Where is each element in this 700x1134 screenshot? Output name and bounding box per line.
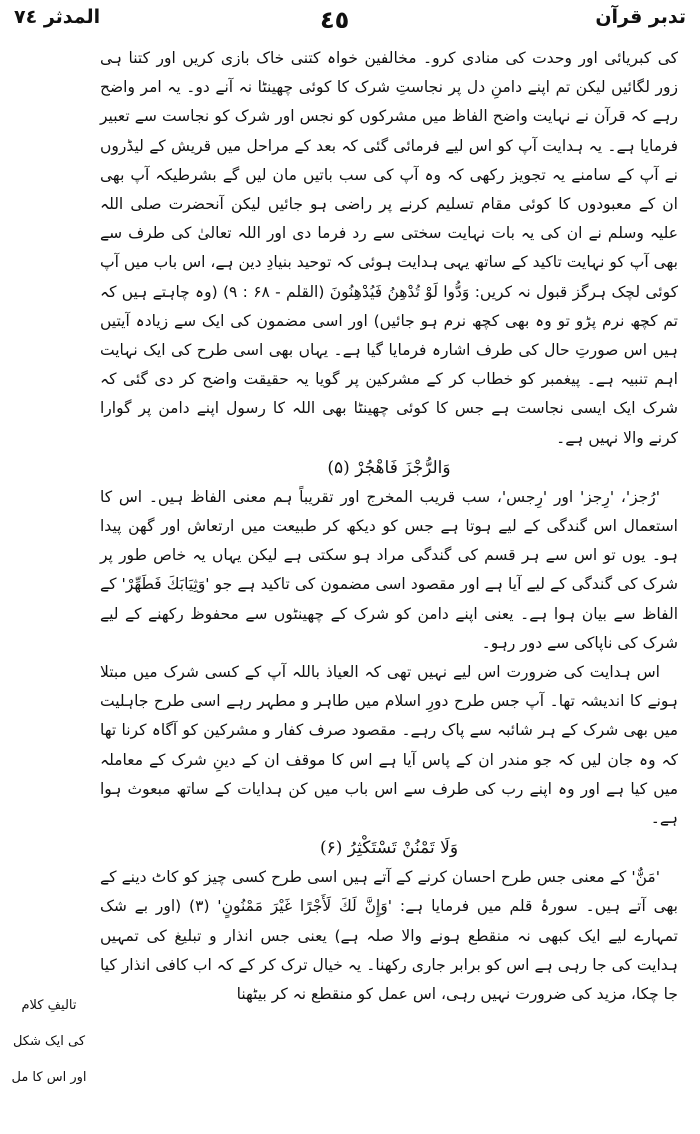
paragraph-text: کی کبریائی اور وحدت کی منادی کرو۔ مخالفین خواہ کتنی خاک بازی کریں اور کتنا ہی زور لگائیں لیکن تم اپنے دامنِ دل پر نجاستِ شرک کا کوئی چھینٹا نہ آنے دو۔ یہ امر واضح رہے کہ قرآن نے نہایت واضح الفاظ میں مشرکوں کو نجس اور شرک کو نجاست سے تعبیر فرمایا ہے۔ یہ ہدایت آپ کو اس لیے فرمائی گئی کہ بعد کے مراحل میں قریش کے لیڈروں نے آپ کے سامنے یہ تجویز رکھی کہ وہ آپ کی سب باتیں مان لیں گے بشرطیکہ آپ بھی ان کے معبودوں کا کوئی مقام تسلیم کرنے پر راضی ہو جائیں لیکن آنحضرت صلی اللہ علیہ وسلم نے ان کی یہ بات نہایت سختی سے رد فرما دی اور اللہ تعالیٰ کی طرف سے بھی آپ کو نہایت تاکید کے ساتھ یہی ہدایت ہوئی کہ توحید بنیادِ دین ہے، اس باب میں آپ کوئی لچک ہرگز قبول نہ کریں: [100, 49, 678, 301]
margin-note [8, 988, 90, 1096]
verse-heading: وَلَا تَمْنُنْ تَسْتَكْثِرُ (۶) [319, 838, 459, 859]
book-title: تدبر قرآن [595, 6, 686, 28]
paragraph: اس ہدایت کی ضرورت اس لیے نہیں تھی کہ العیاذ باللہ آپ کے کسی شرک میں مبتلا ہونے کا اندیشہ تھا۔ آپ جس طرح دورِ اسلام میں طاہر و مطہر رہے اسی طرح جاہلیت میں بھی شرک کے ہر شائبہ سے پاک رہے۔ مقصود صرف کفار و مشرکین کو آگاہ کرنا تھا کہ وہ جان لیں کہ جو مندر ان کے پاس آیا ہے اس کا موقف ان کے دینِ شرک کے معاملہ میں کیا ہے اور وہ اپنے رب کی طرف سے اس باب میں کن ہدایات کے ساتھ مبعوث ہوا ہے۔ [100, 663, 678, 828]
surah-name: المدثر ٧٤ [14, 6, 101, 28]
verse-heading: وَالرُّجْزَ فَاهْجُرْ (۵) [327, 457, 451, 478]
margin-note-line: کی ایک شکل [12, 1034, 86, 1049]
margin-note-line: اور اس کا مل [11, 1070, 87, 1085]
page-number: ٤٥ [320, 6, 350, 34]
paragraph: 'رُجز'، 'رِجز' اور 'رِجس'، سب قریب المخرج اور تقریباً ہم معنی الفاظ ہیں۔ اس کا استعمال اس گندگی کے لیے ہوتا ہے جس کو دیکھ کر طبیعت میں ارتعاش اور گھن پیدا ہو۔ یوں تو اس سے ہر قسم کی گندگی مراد ہو سکتی ہے لیکن یہاں یہ خاص طور پر شرک کی گندگی کے لیے آیا ہے اور مقصود اسی مضمون کی تاکید ہے جو 'وَثِيَابَكَ فَطَهِّرْ' کے الفاظ سے بیان ہوا ہے۔ یعنی اپنے دامن کو شرک کے چھینٹوں سے محفوظ رکھنے کے لیے شرک کی ناپاکی سے دور رہو۔ [100, 487, 678, 652]
paragraph [100, 44, 678, 453]
paragraph: 'مَنٌّ' کے معنی جس طرح احسان کرنے کے آتے ہیں اسی طرح کسی چیز کو کاٹ دینے کے بھی آتے ہیں۔ سورۂ قلم میں فرمایا ہے: 'وَإِنَّ لَكَ لَأَجْرًا غَيْرَ مَمْنُونٍ' (۳) (اور بے شک تمہارے لیے ایک کبھی نہ منقطع ہونے والا صلہ ہے) یعنی جس انذار و تبلیغ کی تمہیں ہدایت کی جا رہی ہے اس کو برابر جاری رکھنا۔ یہ خیال ترک کر کے کہ اب کافی انذار کیا جا چکا، مزید کی ضرورت نہیں رہی، اس عمل کو منقطع نہ کر بیٹھنا [100, 868, 678, 1004]
margin-note-line: تالیفِ کلام [21, 998, 77, 1013]
arabic-quote: وَدُّوا لَوْ تُدْهِنُ فَيُدْهِنُونَ [329, 282, 470, 301]
paragraph-text: (وہ چاہتے ہیں کہ تم کچھ نرم پڑو تو وہ بھی کچھ نرم ہو جائیں) اور اسی مضمون کی ایک سے زیادہ آیتیں ہیں اس صورتِ حال کی طرف اشارہ فرمایا گیا ہے۔ یہاں بھی اسی طرح کی ایک نہایت اہم تنبیہ ہے۔ پیغمبر کو خطاب کر کے مشرکین پر گویا یہ حقیقت واضح کر دی گئی کہ شرک ایک ایسی نجاست ہے جس کا کوئی چھینٹا بھی اللہ کا رسول اپنے دامن پر گوارا کرنے والا نہیں ہے۔ [100, 282, 678, 447]
reference: (القلم - ۶۸ : ۹) [222, 282, 325, 301]
page-body [100, 44, 678, 1009]
